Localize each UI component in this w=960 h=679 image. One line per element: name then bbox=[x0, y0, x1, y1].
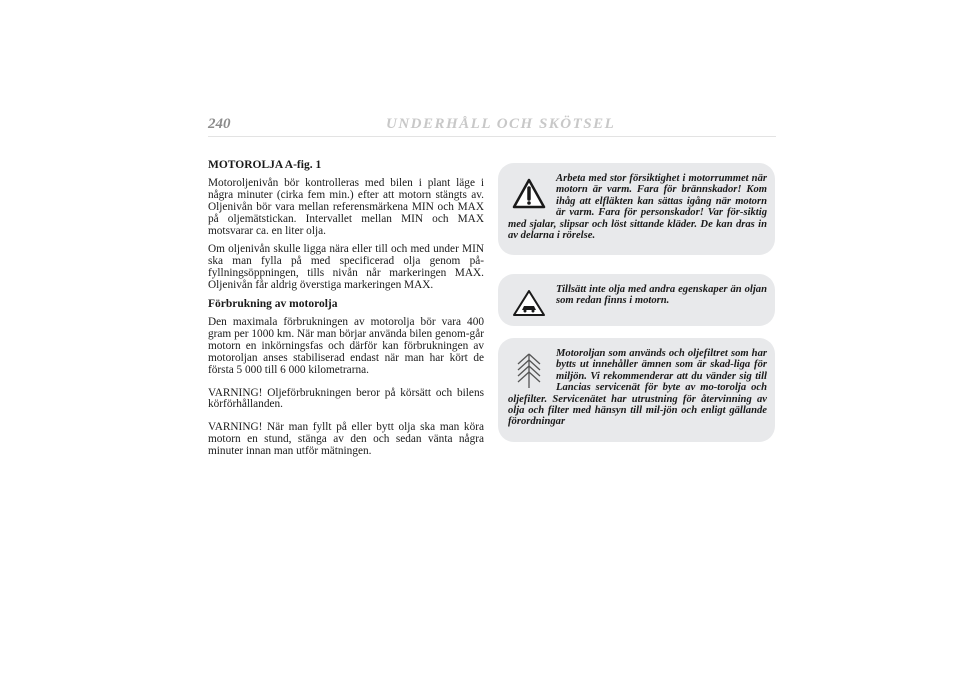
warning-consumption: VARNING! Oljeförbrukningen beror på körsätt och bilens körförhållanden. bbox=[208, 386, 484, 411]
warning-note-box bbox=[498, 163, 775, 255]
header-divider bbox=[208, 136, 776, 137]
page-number: 240 bbox=[208, 116, 231, 132]
car-caution-icon bbox=[512, 288, 546, 326]
environment-note-text: Motoroljan som används och oljefiltret som har bytts ut innehåller ämnen som är skad-liga för miljön. Vi rekommenderar att du vänder sig till Lancias servicenät för byte av mo-torolja och oljefilter. Servicenätet har utrustning för återvinning av olja och filter med hänsyn till mil-jön och enligt gällande förordningar bbox=[508, 348, 767, 428]
chapter-title: UNDERHÅLL OCH SKÖTSEL bbox=[386, 116, 616, 132]
paragraph-oil-level: Motoroljenivån bör kontrolleras med bilen i plant läge i några minuter (cirka fem min.) efter att motorn stängts av. Oljenivån bör vara mellan referensmärkena MIN och MAX på oljemätstickan. Intervallet mellan MIN och MAX motsvarar ca. en liter olja. bbox=[208, 176, 484, 237]
warning-triangle-icon bbox=[512, 177, 546, 215]
caution-note-text: Tillsätt inte olja med andra egenskaper än oljan som redan finns i motorn. bbox=[556, 284, 767, 307]
paragraph-consumption: Den maximala förbrukningen av motorolja bör vara 400 gram per 1000 km. När man börjar använda bilen genom-går motorn en inkörningsfas och därför kan förbrukningen av motoroljan anses stabiliserad endast när man har kört de första 5 000 till 6 000 kilometrarna. bbox=[208, 315, 484, 376]
main-text-column bbox=[208, 160, 484, 465]
paragraph-oil-refill: Om oljenivån skulle ligga nära eller till och med under MIN ska man fylla på med specificerad olja genom på-fyllningsöppningen, tills nivån når markeringen MAX. Oljenivån får aldrig överstiga markeringen MAX. bbox=[208, 243, 484, 292]
warning-note-text: Arbeta med stor försiktighet i motorrummet när motorn är varm. Fara för brännskador! Kom ihåg att elfläkten kan sättas igång när motorn är varm. Fara för personskador! Var för-siktig med sjalar, slipsar och löst sittande kläder. De kan dras in av delarna i rörelse. bbox=[508, 173, 767, 242]
caution-note-box bbox=[498, 274, 775, 326]
environment-note-box bbox=[498, 338, 775, 442]
subsection-heading: Förbrukning av motorolja bbox=[208, 298, 338, 311]
page-header bbox=[208, 116, 770, 136]
environment-tree-icon bbox=[512, 352, 546, 390]
warning-measurement: VARNING! När man fyllt på eller bytt olja ska man köra motorn en stund, stänga av den och sedan vänta några minuter innan man utför mätningen. bbox=[208, 421, 484, 458]
section-heading: MOTOROLJA A-fig. 1 bbox=[208, 159, 322, 171]
